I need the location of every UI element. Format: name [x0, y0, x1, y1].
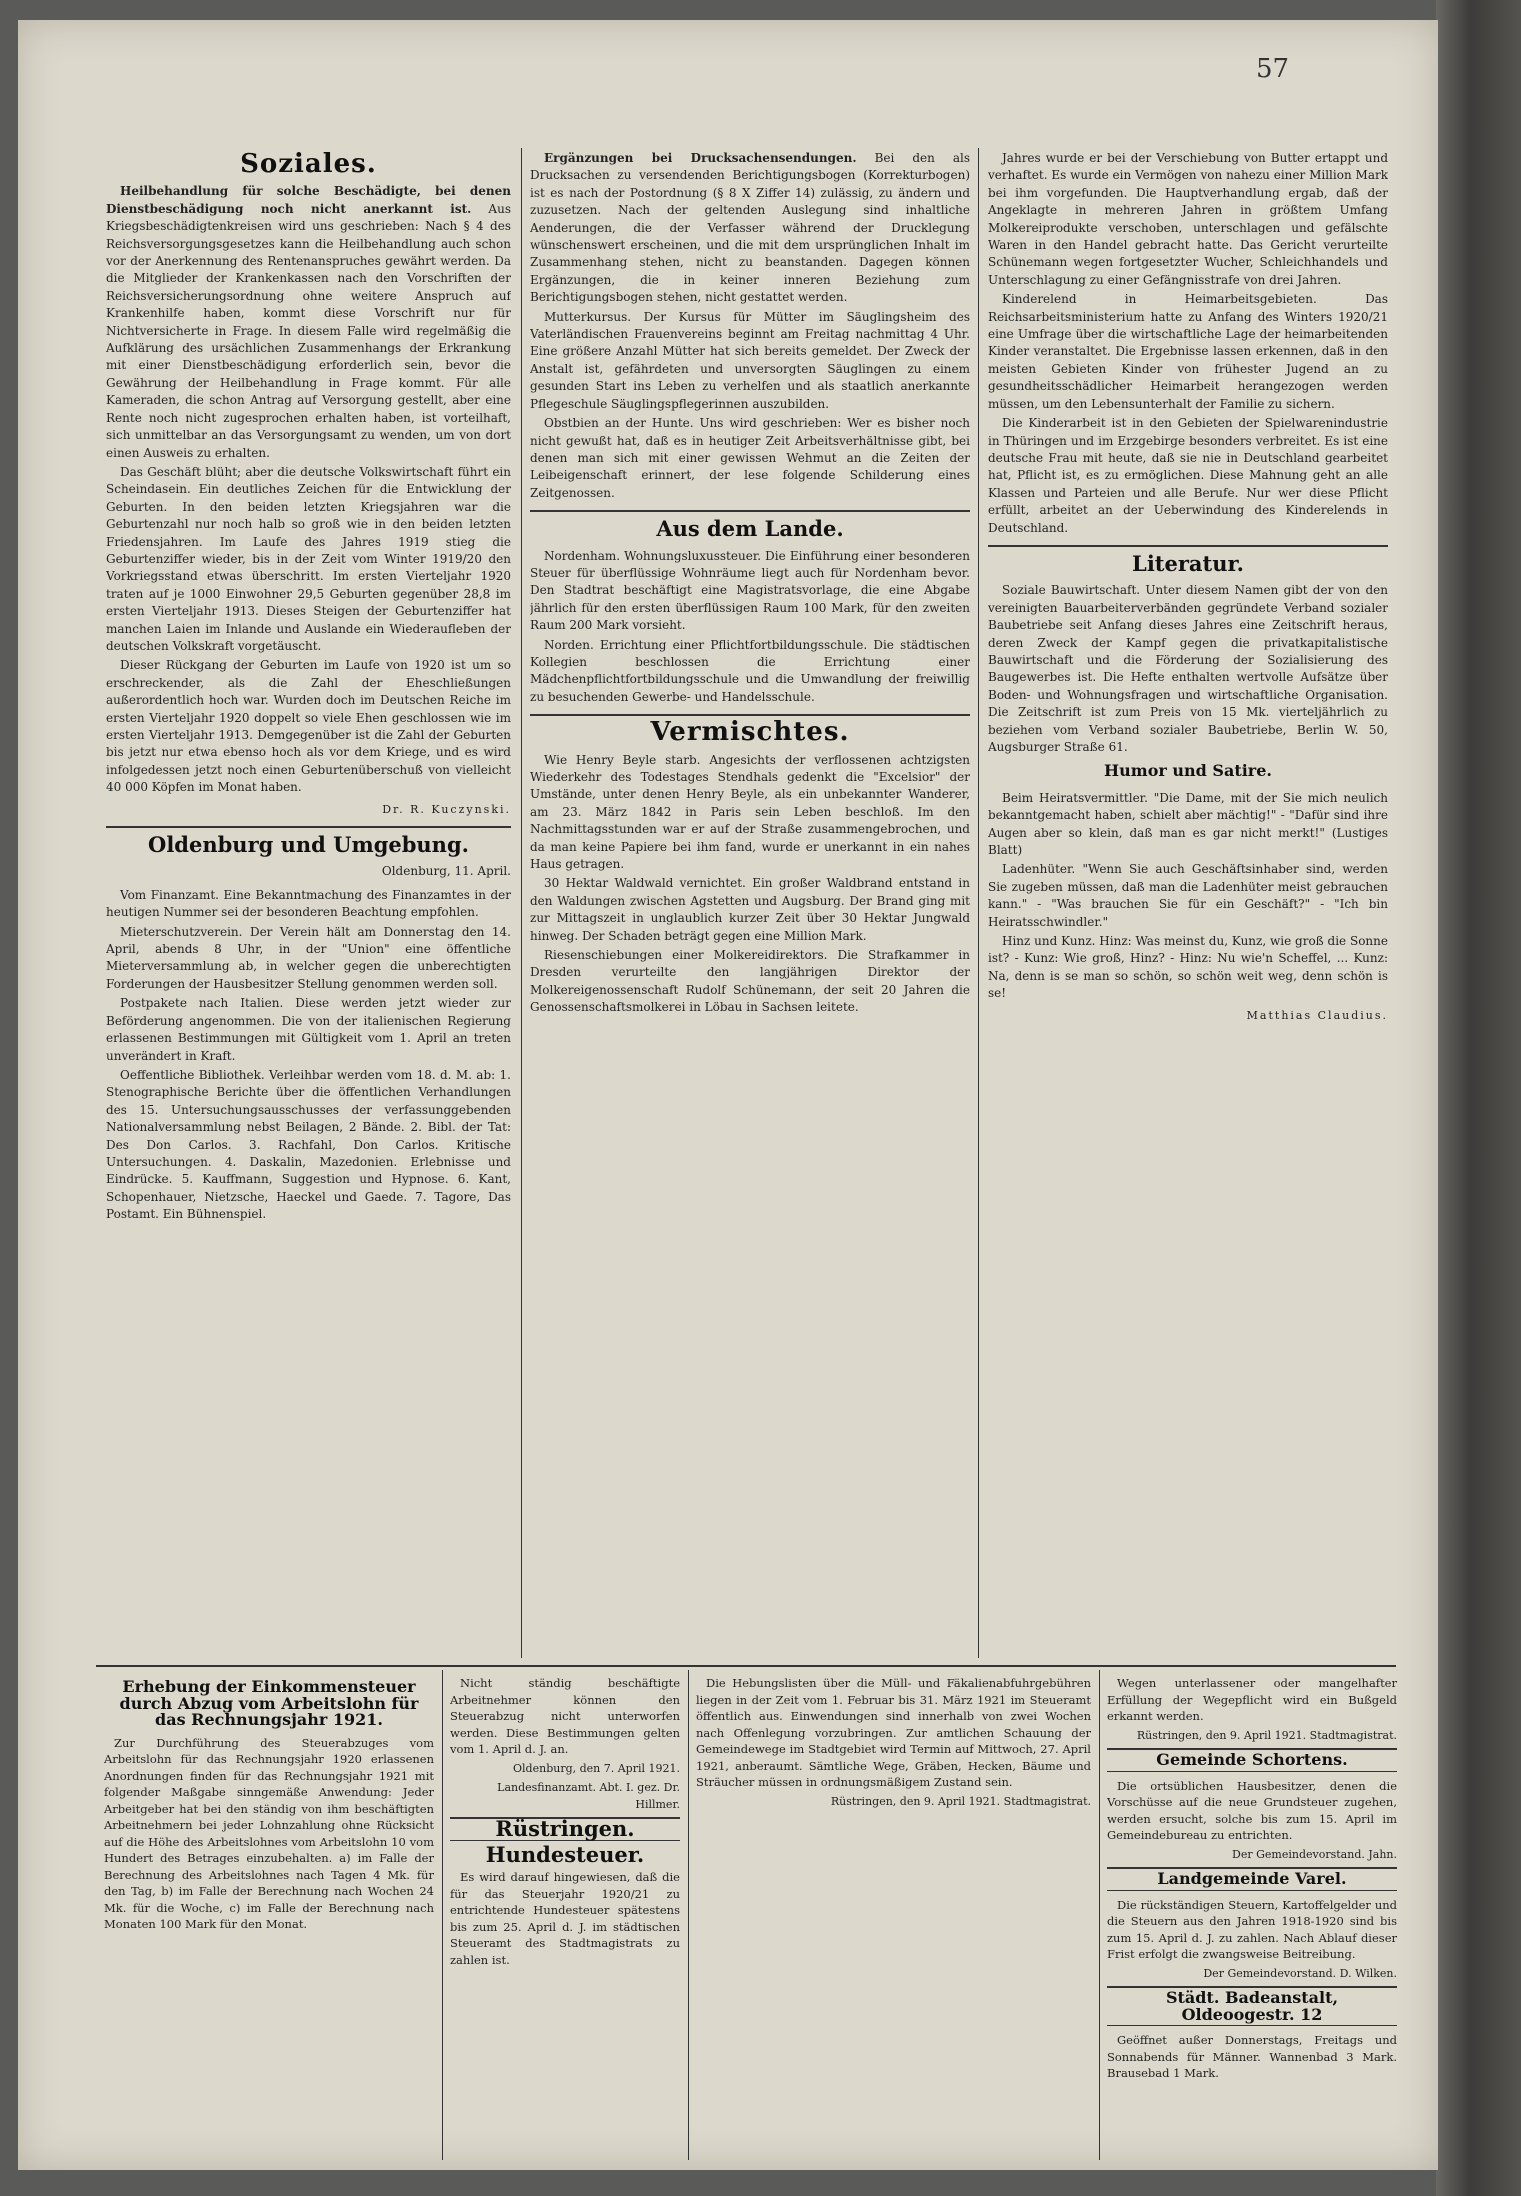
- news-item: Kinderelend in Heimarbeitsgebieten. Das Reichsarbeitsministerium hatte zu Anfang des Winters 1920/21 eine Umfrage über die wirtschaftliche Lage der heimarbeitenden Kinder veranstaltet. Die Ergebnisse lassen erkennen, daß in den meisten Gebieten Kinder von frühester Jugend an zu gesundheitsschädlicher Heimarbeit herangezogen werden müssen, um den Lebensunterhalt der Familie zu sichern.: [988, 292, 1388, 411]
- news-item: Obstbien an der Hunte. Uns wird geschrieben: Wer es bisher noch nicht gewußt hat, daß es in heutiger Zeit Arbeitsverhältnisse gibt, bei denen man sich mit einer gewissen Wehmut an die Zeiten der Leibeigenschaft erinnert, der lese folgende Schilderung eines Zeitgenossen.: [530, 416, 970, 500]
- ad-heading: Städt. Badeanstalt, Oldeoogestr. 12: [1107, 1986, 1397, 2026]
- ad-signature: Landesfinanzamt. Abt. I. gez. Dr. Hillmer.: [497, 1781, 680, 1811]
- ad-tax-continued: [450, 1675, 680, 2155]
- article-text: Aus Kriegsbeschädigtenkreisen wird uns geschrieben: Nach § 4 des Reichsversorgungsgesetzes kann die Heilbehandlung auch schon vor der Anerkennung des Rentenanspruches gewährt werden. Da die Mitglieder der Krankenkassen nach den Vorschriften der Reichsversicherungsordnung ohne weitere Anspruch auf Krankenhilfe haben, kommt diese Vorschrift nur für Nichtversicherte in Frage. In diesem Falle wird regelmäßig die Aufklärung des ursächlichen Zusammenhangs der Erkrankung mit einer Dienstbeschädigung erforderlich sein, bevor die Gewährung der Heilbehandlung in Frage kommt. Für alle Kameraden, die schon Antrag auf Versorgung gestellt, aber eine Rente noch nicht zugesprochen erhalten haben, ist vorteilhaft, sich unmittelbar an das Versorgungsamt zu wenden, um von dort einen Ausweis zu erhalten.: [106, 201, 511, 460]
- ad-text: Zur Durchführung des Steuerabzuges vom Arbeitslohn für das Rechnungsjahr 1920 erlassenen Anordnungen finden für das Rechnungsjahr 1921 mit folgender Maßgabe sinngemäße Anwendung: Jeder Arbeitgeber hat bei den ständig von ihm beschäftigten Arbeitnehmern bei jeder Lohnzahlung ohne Rücksicht auf die Höhe des Arbeitslohnes vom Arbeitslohn 10 vom Hundert des Betrages einzubehalten. a) im Falle der Berechnung des Arbeitslohnes nach Tagen 4 Mk. für den Tag, b) im Falle der Berechnung nach Wochen 24 Mk. für die Woche, c) im Falle der Berechnung nach Monaten 100 Mark für den Monat.: [104, 1735, 434, 1931]
- ad-heading: Hundesteuer.: [485, 1841, 645, 1867]
- news-item: Wie Henry Beyle starb. Angesichts der verflossenen achtzigsten Wiederkehr des Todestages Stendhals gedenkt die "Excelsior" der Umstände, unter denen Henry Beyle, als ein unbekannter Wanderer, am 23. März 1842 in Paris sein Leben beschloß. Im den Nachmittagsstunden war er auf der Straße zusammengebrochen, und da man keine Papiere bei ihm fand, wurde er unerkannt in ein nahes Haus getragen.: [530, 752, 970, 872]
- section-heading-soziales: Soziales.: [240, 150, 377, 179]
- news-item: 30 Hektar Waldwald vernichtet. Ein großer Waldbrand entstand in den Waldungen zwischen Agstetten und Augsburg. Der Brand ging mit zur Mittagszeit in unglaublich kurzer Zeit über 30 Hektar Jungwald hinweg. Der Schaden beträgt gegen eine Million Mark.: [530, 876, 970, 943]
- column-left: [106, 150, 511, 1660]
- ad-text: Es wird darauf hingewiesen, daß die für das Steuerjahr 1920/21 zu entrichtende Hundesteuer spätestens bis zum 25. April d. J. im städtischen Steueramt des Stadtmagistrats zu zahlen ist.: [450, 1870, 680, 1967]
- news-item: Oeffentliche Bibliothek. Verleihbar werden vom 18. d. M. ab: 1. Stenographische Berichte über die öffentlichen Verhandlungen des 15. Untersuchungsausschusses der verfassunggebenden Nationalversammlung nebst Beilagen, 2 Bände. 2. Bibl. der Tat: Des Don Carlos. 3. Rachfahl, Don Carlos. Kritische Untersuchungen. 4. Daskalin, Mazedonien. Erlebnisse und Eindrücke. 5. Kauffmann, Suggestion und Hypnose. 6. Kant, Schopenhauer, Nietzsche, Haeckel und Gaede. 7. Tagore, Das Postamt. Ein Bühnenspiel.: [106, 1067, 511, 1222]
- dateline: Oldenburg, 11. April.: [381, 864, 511, 879]
- book-binding: [1436, 0, 1521, 2196]
- ad-heading: Erhebung der Einkommensteuer durch Abzug vom Arbeitslohn für das Rechnungsjahr 1921.: [119, 1677, 419, 1729]
- column-rule: [1099, 1670, 1100, 2160]
- ad-signature: Rüstringen, den 9. April 1921. Stadtmagistrat.: [1136, 1728, 1397, 1742]
- news-item: Beim Heiratsvermittler. "Die Dame, mit der Sie mich neulich bekanntgemacht haben, schielt aber mächtig!" - "Dafür sind ihre Augen aber so klein, daß man es gar nicht merkt!" (Lustiges Blatt): [988, 790, 1388, 858]
- ad-municipal: [1107, 1675, 1397, 2155]
- ad-text: Geöffnet außer Donnerstags, Freitags und Sonnabends für Männer. Wannenbad 3 Mark. Brausebad 1 Mark.: [1107, 2033, 1397, 2080]
- news-item: Mutterkursus. Der Kursus für Mütter im Säuglingsheim des Vaterländischen Frauenvereins beginnt am Freitag nachmittag 4 Uhr. Eine größere Anzahl Mütter hat sich bereits gemeldet. Der Zweck der Anstalt ist, gefährdeten und unversorgten Säuglingen zu einem gesunden Start ins Leben zu verhelfen und als staatlich anerkannte Pflegeschule Säuglingspflegerinnen auszubilden.: [530, 309, 970, 411]
- news-item: Nordenham. Wohnungsluxussteuer. Die Einführung einer besonderen Steuer für überflüssige Wohnräume liegt auch für Nordenham bevor. Den Stadtrat beschäftigt eine Magistratsvorlage, die eine Abgabe jährlich für den ersten überflüssigen Raum 100 Mark, für den zweiten Raum 200 Mark vorsieht.: [530, 548, 970, 633]
- section-heading-oldenburg: Oldenburg und Umgebung.: [148, 832, 469, 858]
- section-divider: [106, 826, 511, 828]
- section-heading-vermischtes: Vermischtes.: [650, 717, 850, 748]
- section-heading-lande: Aus dem Lande.: [656, 516, 844, 542]
- author-signature: Matthias Claudius.: [1246, 1008, 1388, 1022]
- section-divider: [530, 510, 970, 512]
- newspaper-page: [18, 20, 1438, 2170]
- ad-heading: Rüstringen.: [450, 1817, 680, 1841]
- ad-magistrate: [696, 1675, 1091, 2155]
- section-heading-humor: Humor und Satire.: [1104, 761, 1272, 781]
- news-item: Hinz und Kunz. Hinz: Was meinst du, Kunz, wie groß die Sonne ist? - Kunz: Wie groß, Hinz? - Hinz: Nu wie'n Scheffel, ... Kunz: Na, denn is se man so schön, so schön weit weg, denn schön is se!: [988, 934, 1388, 1001]
- news-item: Vom Finanzamt. Eine Bekanntmachung des Finanzamtes in der heutigen Nummer sei der besonderen Beachtung empfohlen.: [106, 887, 511, 920]
- ad-text: Die Hebungslisten über die Müll- und Fäkalienabfuhrgebühren liegen in der Zeit vom 1. Februar bis 31. März 1921 im Steueramt öffentlich aus. Einwendungen sind innerhalb von zwei Wochen nach Offenlegung vorzubringen. Zur amtlichen Schauung der Gemeindewege im Stadtgebiet wird Termin auf Mittwoch, 27. April 1921, anberaumt. Sämtliche Wege, Gräben, Hecken, Bäume und Sträucher müssen in ordnungsmäßigem Zustand sein.: [696, 1676, 1091, 1789]
- ads-divider: [96, 1665, 1396, 1667]
- news-item: Postpakete nach Italien. Diese werden jetzt wieder zur Beförderung angenommen. Die von der italienischen Regierung erlassenen Bestimmungen mit Gültigkeit vom 1. April an treten unverändert in Kraft.: [106, 996, 511, 1063]
- article-text: Dieser Rückgang der Geburten im Laufe von 1920 ist um so erschreckender, als die Zahl der Eheschließungen außerordentlich hoch war. Wurden doch im Deutschen Reiche im ersten Vierteljahr 1920 doppelt so viele Ehen geschlossen wie im ersten Vierteljahr 1913. Demgegenüber ist die Zahl der Geburten bis jetzt nur etwa ebenso hoch als vor dem Kriege, und es wird infolgedessen jetzt noch einen Geburtenüberschuß von vielleicht 40 000 Köpfen im Monat haben.: [106, 658, 511, 795]
- ad-signature: Der Gemeindevorstand. D. Wilken.: [1203, 1966, 1397, 1980]
- ad-signature: Der Gemeindevorstand. Jahn.: [1232, 1847, 1397, 1861]
- ad-text: Nicht ständig beschäftigte Arbeitnehmer können den Steuerabzug nicht unterworfen werden. Diese Bestimmungen gelten vom 1. April d. J. an.: [450, 1676, 680, 1756]
- page-number: 57: [1256, 54, 1290, 84]
- section-divider: [530, 714, 970, 716]
- section-heading-literatur: Literatur.: [1132, 550, 1244, 576]
- ad-text: Die rückständigen Steuern, Kartoffelgelder und die Steuern aus den Jahren 1918-1920 sind bis zum 15. April d. J. zu zahlen. Nach Ablauf dieser Frist erfolgt die zwangsweise Beitreibung.: [1107, 1897, 1397, 1961]
- ad-text: Die ortsüblichen Hausbesitzer, denen die Vorschüsse auf die neue Grundsteuer zugehen, werden ersucht, solche bis zum 15. April im Gemeindebureau zu entrichten.: [1107, 1778, 1397, 1842]
- column-rule: [978, 148, 979, 1658]
- column-rule: [442, 1670, 443, 2160]
- news-item: Mieterschutzverein. Der Verein hält am Donnerstag den 14. April, abends 8 Uhr, in der "Union" eine öffentliche Mieterversammlung ab, in welcher gegen die unberechtigten Forderungen der Hausbesitzer Stellung genommen werden soll.: [106, 924, 511, 991]
- column-rule: [688, 1670, 689, 2160]
- ad-signature: Oldenburg, den 7. April 1921.: [513, 1761, 680, 1775]
- article-text: Jahres wurde er bei der Verschiebung von Butter ertappt und verhaftet. Es wurde ein Vermögen von nahezu einer Million Mark bei ihm vorgefunden. Die Hauptverhandlung ergab, daß der Angeklagte in mehreren Jahren in größtem Umfang Molkereiprodukte verschoben, unterschlagen und gefälschte Waren in den Handel gebracht hatte. Das Gericht verurteilte Schünemann wegen fortgesetzter Wucher, Schleichhandels und Unterschlagung zu einer Gefängnisstrafe von drei Jahren.: [988, 151, 1388, 287]
- column-rule: [521, 148, 522, 1658]
- section-divider: [988, 545, 1388, 547]
- author-signature: Dr. R. Kuczynski.: [382, 802, 511, 816]
- column-middle: [530, 150, 970, 1660]
- ad-tax-notice: [104, 1675, 434, 2155]
- ad-text: Wegen unterlassener oder mangelhafter Erfüllung der Wegepflicht wird ein Bußgeld erkannt werden.: [1107, 1676, 1397, 1723]
- news-item: Norden. Errichtung einer Pflichtfortbildungsschule. Die städtischen Kollegien beschlossen die Errichtung einer Mädchenpflichtfortbildungsschule und die Umwandlung der freiwillig zu besuchenden Gewerbe- und Handelsschule.: [530, 637, 970, 704]
- news-item: Riesenschiebungen einer Molkereidirektors. Die Strafkammer in Dresden verurteilte den langjährigen Direktor der Molkereigenossenschaft Rudolf Schünemann, der seit 20 Jahren die Genossenschaftsmolkerei in Löbau in Sachsen leitete.: [530, 948, 970, 1015]
- article-text: Bei den als Drucksachen zu versendenden Berichtigungsbogen (Korrekturbogen) ist es nach der Postordnung (§ 8 X Ziffer 14) zulässig, zu ändern und zuzusetzen. Nach der geltenden Auslegung sind inhaltliche Aenderungen, die der Verfasser während der Drucklegung wünschenswert erscheinen, und die mit dem ursprünglichen Inhalt im Zusammenhang stehen, nicht zu beanstanden. Dagegen können Ergänzungen, die in keiner inneren Beziehung zum Berichtigungsbogen stehen, nicht gestattet werden.: [530, 151, 970, 305]
- article-lead: Heilbehandlung für solche Beschädigte, bei denen Dienstbeschädigung noch nicht anerkannt ist.: [106, 184, 511, 216]
- ad-heading: Gemeinde Schortens.: [1107, 1748, 1397, 1772]
- column-right: [988, 150, 1388, 1660]
- article-text: Die Kinderarbeit ist in den Gebieten der Spielwarenindustrie in Thüringen und im Erzgebirge besonders verbreitet. Es ist eine deutsche Frau mit heute, daß sie nie in Deutschland gearbeitet hat, Pflicht ist, es zu ermöglichen. Diese Mahnung geht an alle Klassen und Parteien und alle Berufe. Nur wer diese Pflicht erfüllt, arbeitet an der Ueberwindung des Kinderelends in Deutschland.: [988, 416, 1388, 535]
- news-item: Soziale Bauwirtschaft. Unter diesem Namen gibt der von den vereinigten Bauarbeiterverbänden gegründete Verband sozialer Baubetriebe seit Anfang dieses Jahres eine Zeitschrift heraus, deren Zweck der Kampf gegen die privatkapitalistische Bauwirtschaft und die Förderung der Sozialisierung des Baugewerbes ist. Die Hefte enthalten wertvolle Aufsätze über Boden- und Wohnungsfragen und wirtschaftliche Organisation. Die Zeitschrift ist zum Preis von 15 Mk. vierteljährlich zu beziehen vom Verband sozialer Baubetriebe, Berlin W. 50, Augsburger Straße 61.: [988, 583, 1388, 754]
- ad-heading: Landgemeinde Varel.: [1107, 1867, 1397, 1891]
- ad-signature: Rüstringen, den 9. April 1921. Stadtmagistrat.: [830, 1794, 1091, 1808]
- article-text: Das Geschäft blüht; aber die deutsche Volkswirtschaft führt ein Scheindasein. Ein deutliches Zeichen für die Entwicklung der Geburten. In den beiden letzten Kriegsjahren war die Geburtenzahl nur noch halb so groß wie in den beiden letzten Friedensjahren. Im Laufe des Jahres 1919 stieg die Geburtenziffer wieder, bis in der Zeit vom Winter 1919/20 den Vorkriegsstand etwas überschritt. Im ersten Vierteljahr 1920 traten auf je 1000 Einwohner 29,5 Geburten gegenüber 28,8 im ersten Vierteljahr 1913. Dieses Steigen der Geburtenziffer hat manchen Laien im Inlande und Auslande ein Wiederaufleben der deutschen Volkskraft vorgetäuscht.: [106, 464, 511, 653]
- article-lead: Ergänzungen bei Drucksachensendungen.: [544, 151, 857, 165]
- news-item: Ladenhüter. "Wenn Sie auch Geschäftsinhaber sind, werden Sie zugeben müssen, daß man die Ladenhüter meist gebrauchen kann." - "Was brauchen Sie für ein Geschäft?" - "Ich bin Heiratsschwindler.": [988, 862, 1388, 929]
